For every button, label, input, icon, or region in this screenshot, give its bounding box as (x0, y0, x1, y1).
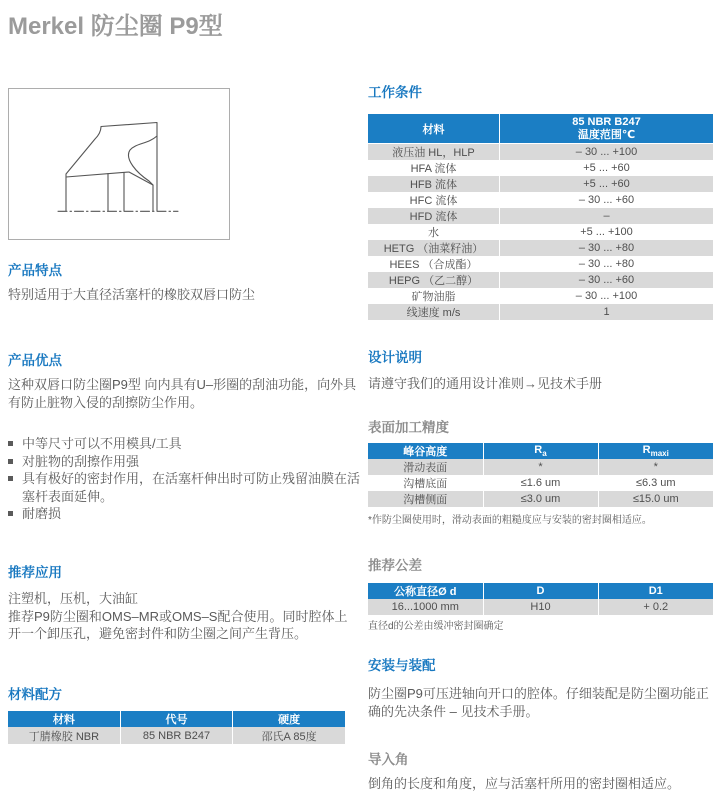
table-cell: 线速度 m/s (368, 304, 500, 320)
list-item (8, 435, 360, 453)
table-row (368, 288, 713, 304)
table-cell: H10 (483, 599, 598, 615)
product-advantages-intro: 这种双唇口防尘圈P9型 向内具有U–形圈的刮油功能，向外具有防止脏物入侵的刮擦防尘作用。 (8, 377, 357, 410)
applications-line2: 推荐P9防尘圈和OMS–MR或OMS–S配合使用。同时腔体上开一个卸压孔，避免密封件和防尘圈之间产生背压。 (8, 608, 348, 641)
table-row (368, 272, 713, 288)
table-cell: 滑动表面 (368, 459, 483, 475)
table-cell: +5 ... +60 (500, 176, 714, 192)
lead-in-text: 倒角的长度和角度，应与活塞杆所用的密封圈相适应。 (368, 776, 681, 791)
ra-subscript: a (542, 449, 547, 459)
surface-footnote: *作防尘圈使用时，滑动表面的粗糙度应与安装的密封圈相适应。 (368, 515, 652, 526)
design-notes-heading: 设计说明 (368, 350, 422, 365)
list-item (8, 505, 360, 523)
table-cell: HFB 流体 (368, 176, 500, 192)
rmaxi-symbol: R (642, 443, 651, 456)
section-recommended-tolerance (368, 558, 713, 633)
table-cell: ≤1.6 um (483, 475, 598, 491)
table-row (368, 599, 713, 615)
lead-in-heading: 导入角 (368, 752, 409, 767)
table-cell: 16...1000 mm (368, 599, 483, 615)
bullet-square-icon (8, 511, 13, 516)
table-row (368, 459, 713, 475)
table-cell: 85 NBR B247 (120, 727, 232, 744)
table-cell: 丁腈橡胶 NBR (8, 727, 120, 744)
seal-profile-drawing (9, 89, 229, 239)
section-product-advantages (8, 353, 360, 523)
table-cell: – 30 ... +60 (500, 192, 714, 208)
working-conditions-heading: 工作条件 (368, 85, 422, 100)
material-col-header: 硬度 (233, 711, 345, 727)
tolerance-col-header: 公称直径Ø d (368, 583, 483, 599)
table-row (368, 176, 713, 192)
table-cell: – (500, 208, 714, 224)
table-cell: 水 (368, 224, 500, 240)
table-row (368, 192, 713, 208)
table-row (368, 256, 713, 272)
seal-inner-lines (108, 173, 153, 212)
bullet-text: 中等尺寸可以不用模具/工具 (22, 436, 182, 451)
surface-finish-heading: 表面加工精度 (368, 420, 449, 435)
product-features-heading: 产品特点 (8, 263, 62, 278)
table-cell: – 30 ... +80 (500, 256, 714, 272)
working-col-header-temp (500, 114, 714, 144)
seal-profile-drawing-frame (8, 88, 230, 240)
table-header-row (368, 583, 713, 599)
bullet-text: 具有极好的密封作用，在活塞杆伸出时可防止残留油膜在活塞杆表面延伸。 (22, 471, 361, 504)
table-cell: – 30 ... +100 (500, 144, 714, 161)
section-design-notes (368, 350, 713, 393)
tolerance-col-header: D (483, 583, 598, 599)
surface-col-header-rmaxi (598, 443, 713, 459)
material-col-header: 代号 (120, 711, 232, 727)
material-table (8, 711, 345, 744)
section-lead-in-angle (368, 752, 713, 793)
section-product-features (8, 263, 360, 304)
working-header-material-code: 85 NBR B247 (572, 115, 641, 128)
list-item (8, 470, 360, 505)
table-cell: HEES （合成酯） (368, 256, 500, 272)
section-material-formula (8, 687, 353, 744)
table-cell: HFD 流体 (368, 208, 500, 224)
table-cell: 邵氏A 85度 (233, 727, 345, 744)
table-cell: + 0.2 (598, 599, 713, 615)
table-row (368, 224, 713, 240)
bullet-text: 对脏物的刮擦作用强 (22, 453, 140, 469)
table-row (368, 160, 713, 176)
material-heading: 材料配方 (8, 687, 62, 702)
section-working-conditions (368, 85, 713, 320)
surface-finish-table (368, 443, 713, 507)
rmaxi-subscript: maxi (650, 449, 669, 459)
table-row (368, 304, 713, 320)
table-cell: * (598, 459, 713, 475)
working-col-header-material: 材料 (368, 114, 500, 144)
table-row (368, 475, 713, 491)
working-conditions-table (368, 114, 713, 320)
applications-line1: 注塑机，压机，大油缸 (8, 591, 139, 606)
section-recommended-applications (8, 565, 360, 643)
table-cell: ≤15.0 um (598, 491, 713, 507)
ra-symbol: R (534, 443, 543, 456)
bullet-square-icon (8, 441, 13, 446)
table-cell: ≤6.3 um (598, 475, 713, 491)
table-row (368, 491, 713, 507)
surface-col-header: 峰谷高度 (368, 443, 483, 459)
section-surface-finish (368, 420, 713, 527)
tolerance-table (368, 583, 713, 615)
applications-heading: 推荐应用 (8, 565, 62, 580)
table-row (368, 240, 713, 256)
table-cell: * (483, 459, 598, 475)
table-cell: ≤3.0 um (483, 491, 598, 507)
table-row (368, 208, 713, 224)
table-cell: – 30 ... +80 (500, 240, 714, 256)
product-features-text: 特别适用于大直径活塞杆的橡胶双唇口防尘 (8, 287, 256, 302)
table-header-row (8, 711, 345, 727)
working-header-temp-range: 温度范围℃ (577, 128, 636, 141)
table-cell: HEPG （乙二醇） (368, 272, 500, 288)
tolerance-heading: 推荐公差 (368, 558, 422, 573)
design-notes-text: 请遵守我们的通用设计准则→见技术手册 (368, 376, 603, 391)
installation-heading: 安装与装配 (368, 658, 436, 673)
seal-outer-contour (66, 123, 157, 212)
table-cell: 沟槽底面 (368, 475, 483, 491)
table-cell: HETG （油菜籽油） (368, 240, 500, 256)
table-cell: – 30 ... +100 (500, 288, 714, 304)
bullet-square-icon (8, 476, 13, 481)
table-cell: +5 ... +60 (500, 160, 714, 176)
installation-text: 防尘圈P9可压进轴向开口的腔体。仔细装配是防尘圈功能正确的先决条件 – 见技术手册。 (368, 686, 709, 719)
table-row (368, 144, 713, 161)
surface-col-header-ra (483, 443, 598, 459)
advantages-bullet-list (8, 435, 360, 523)
table-cell: 沟槽侧面 (368, 491, 483, 507)
tolerance-col-header: D1 (598, 583, 713, 599)
seal-lip-curve (128, 136, 157, 185)
table-header-row (368, 114, 713, 144)
table-cell: HFA 流体 (368, 160, 500, 176)
bullet-square-icon (8, 459, 13, 464)
list-item (8, 453, 360, 471)
table-header-row (368, 443, 713, 459)
tolerance-footnote: 直径d的公差由缓冲密封圈确定 (368, 621, 504, 632)
section-installation (368, 658, 713, 720)
material-col-header: 材料 (8, 711, 120, 727)
table-cell: – 30 ... +60 (500, 272, 714, 288)
table-cell: HFC 流体 (368, 192, 500, 208)
table-cell: +5 ... +100 (500, 224, 714, 240)
table-cell: 液压油 HL，HLP (368, 144, 500, 161)
table-cell: 矿物油脂 (368, 288, 500, 304)
table-cell: 1 (500, 304, 714, 320)
bullet-text: 耐磨损 (22, 506, 62, 521)
table-row (8, 727, 345, 744)
page-title: Merkel 防尘圈 P9型 (8, 13, 223, 40)
product-advantages-heading: 产品优点 (8, 353, 62, 368)
